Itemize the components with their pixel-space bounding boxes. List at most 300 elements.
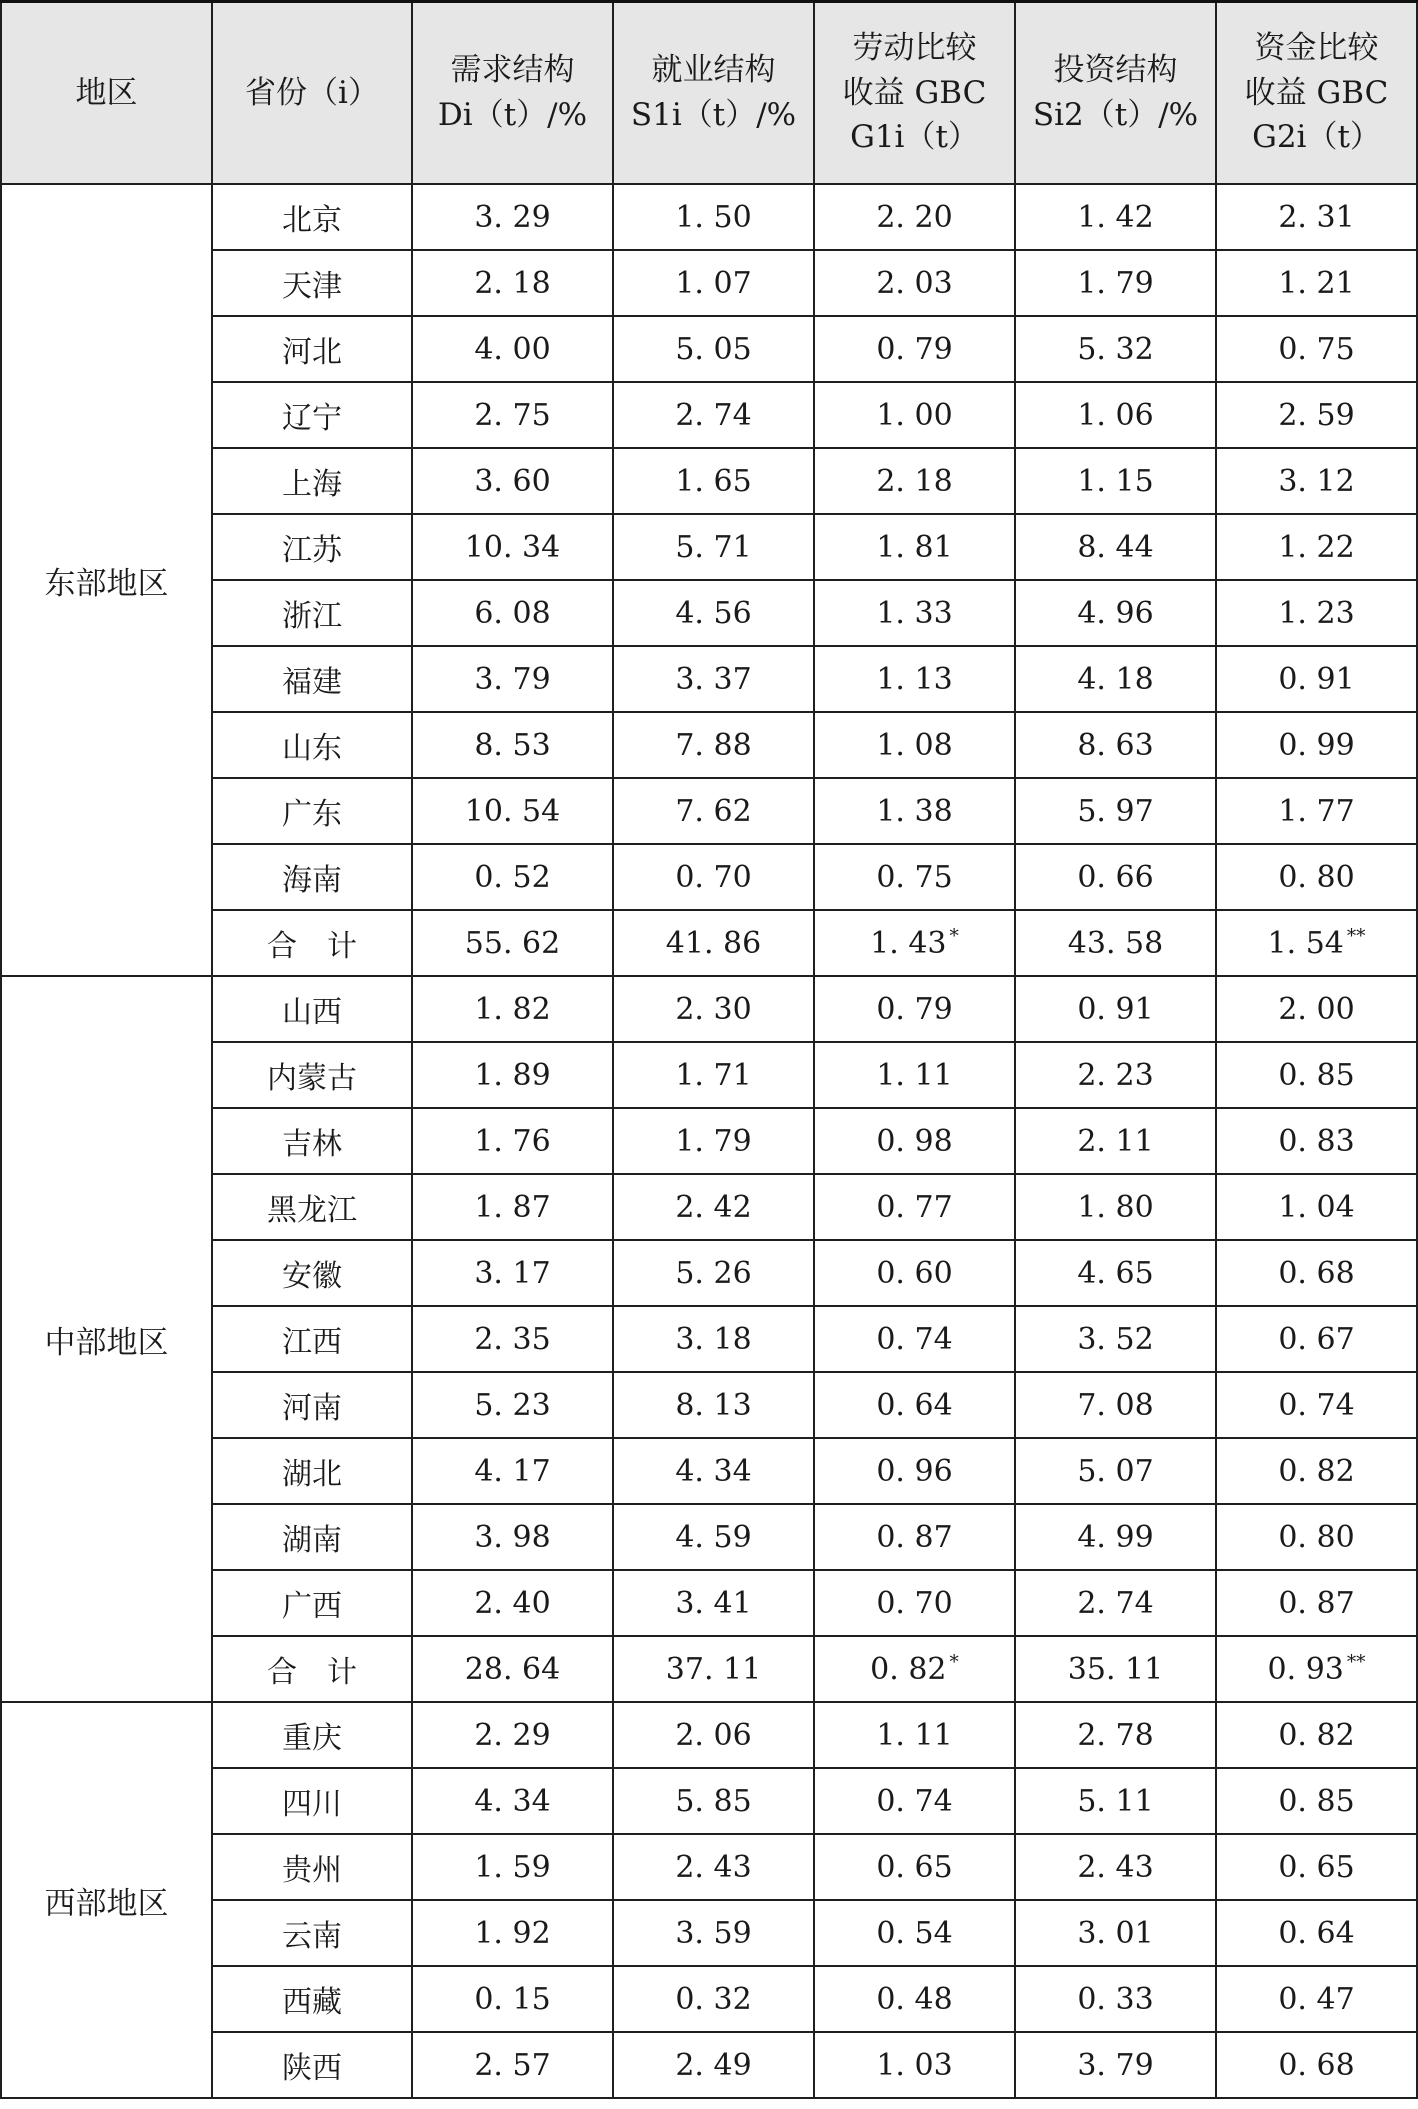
employment-cell [613,778,814,844]
table-row [1,1966,1417,2032]
investment-cell [1015,712,1216,778]
table-row [1,1438,1417,1504]
labor-gbc-cell [814,184,1015,250]
demand-cell [412,1636,613,1702]
table-row [1,1306,1417,1372]
header-employment-line2: S1i（t）/% [630,97,797,133]
province-cell-value: 黑龙江 [267,1193,357,1228]
employment-cell-value: 7. 88 [675,727,752,763]
demand-cell [412,1372,613,1438]
labor-gbc-cell-value: 0. 70 [876,1585,953,1621]
province-cell-value: 陕西 [282,2051,342,2086]
region-cell: 西部地区 [1,1702,212,2098]
capital-gbc-cell-value: 0. 64 [1278,1915,1355,1951]
capital-gbc-cell [1216,316,1417,382]
province-cell [212,580,412,646]
province-cell-value: 内蒙古 [267,1061,357,1096]
demand-cell [412,580,613,646]
province-cell [212,1174,412,1240]
header-province: 省份（i） [212,2,412,185]
investment-cell [1015,1570,1216,1636]
investment-cell-value: 4. 65 [1077,1255,1154,1291]
employment-cell-value: 1. 71 [675,1057,752,1093]
header-investment [1015,2,1216,185]
investment-cell-value: 1. 06 [1077,397,1154,433]
employment-cell-value: 4. 56 [675,595,752,631]
investment-cell-value: 0. 33 [1077,1981,1154,2017]
demand-cell-value: 4. 00 [474,331,551,367]
capital-gbc-cell [1216,448,1417,514]
investment-cell-value: 4. 18 [1077,661,1154,697]
employment-cell-value: 2. 30 [675,991,752,1027]
table-row [1,382,1417,448]
demand-cell-value: 3. 60 [474,463,551,499]
demand-cell [412,382,613,448]
capital-gbc-cell [1216,1108,1417,1174]
investment-cell [1015,1042,1216,1108]
capital-gbc-cell-value: 0. 82 [1278,1453,1355,1489]
employment-cell-value: 2. 74 [675,397,752,433]
employment-cell-value: 5. 05 [675,331,752,367]
labor-gbc-cell [814,250,1015,316]
demand-cell [412,1042,613,1108]
table-row [1,1042,1417,1108]
province-cell-value: 江西 [282,1325,342,1360]
capital-gbc-cell-value: 0. 87 [1278,1585,1355,1621]
capital-gbc-cell [1216,844,1417,910]
investment-cell [1015,646,1216,712]
province-cell [212,1042,412,1108]
labor-gbc-cell-value: 1. 08 [876,727,953,763]
province-cell-value: 湖南 [282,1523,342,1558]
province-cell-value: 辽宁 [282,401,342,436]
labor-gbc-cell-value: 0. 54 [876,1915,953,1951]
labor-gbc-cell-value: 1. 11 [876,1057,953,1093]
employment-cell-value: 3. 18 [675,1321,752,1357]
province-cell [212,1306,412,1372]
province-cell-value: 浙江 [282,599,342,634]
capital-gbc-cell-value: 0. 93 [1267,1651,1344,1687]
province-cell [212,712,412,778]
employment-cell-value: 4. 34 [675,1453,752,1489]
demand-cell [412,1834,613,1900]
labor-gbc-cell-value: 1. 81 [876,529,953,565]
investment-cell [1015,778,1216,844]
capital-gbc-cell [1216,646,1417,712]
capital-gbc-cell [1216,1504,1417,1570]
employment-cell [613,1636,814,1702]
capital-gbc-cell [1216,1570,1417,1636]
province-cell-value: 贵州 [282,1853,342,1888]
labor-gbc-cell [814,712,1015,778]
employment-cell [613,1768,814,1834]
demand-cell [412,646,613,712]
capital-gbc-cell-value: 0. 91 [1278,661,1355,697]
employment-cell-value: 41. 86 [665,925,762,961]
province-cell-value: 四川 [282,1787,342,1822]
labor-gbc-cell-value: 1. 11 [876,1717,953,1753]
investment-cell-value: 8. 44 [1077,529,1154,565]
capital-gbc-cell-value: 0. 80 [1278,859,1355,895]
capital-gbc-cell [1216,514,1417,580]
table-row [1,712,1417,778]
investment-cell-value: 3. 01 [1077,1915,1154,1951]
labor-gbc-cell [814,1438,1015,1504]
significance-mark: ** [1346,1651,1366,1673]
employment-cell [613,1504,814,1570]
demand-cell-value: 28. 64 [464,1651,561,1687]
header-labor-gbc-line3: G1i（t） [850,119,979,156]
province-cell-value: 吉林 [282,1127,342,1162]
employment-cell-value: 8. 13 [675,1387,752,1423]
demand-cell-value: 1. 82 [474,991,551,1027]
employment-cell [613,1372,814,1438]
employment-cell [613,1306,814,1372]
table-header [1,2,1417,185]
header-demand-line1: 需求结构 [450,52,575,89]
demand-cell-value: 4. 17 [474,1453,551,1489]
labor-gbc-cell-value: 0. 48 [876,1981,953,2017]
table-body [1,184,1417,2098]
investment-cell-value: 5. 32 [1077,331,1154,367]
demand-cell-value: 2. 29 [474,1717,551,1753]
capital-gbc-cell [1216,1042,1417,1108]
capital-gbc-cell [1216,184,1417,250]
employment-cell [613,250,814,316]
investment-cell [1015,1636,1216,1702]
investment-cell-value: 35. 11 [1067,1651,1164,1687]
capital-gbc-cell [1216,1834,1417,1900]
province-cell [212,250,412,316]
employment-cell-value: 5. 71 [675,529,752,565]
labor-gbc-cell-value: 1. 03 [876,2047,953,2083]
header-demand-line2: Di（t）/% [437,97,588,133]
demand-cell-value: 1. 89 [474,1057,551,1093]
demand-cell [412,250,613,316]
province-cell [212,514,412,580]
labor-gbc-cell [814,1372,1015,1438]
labor-gbc-cell [814,1636,1015,1702]
investment-cell [1015,1174,1216,1240]
capital-gbc-cell [1216,2032,1417,2098]
employment-cell-value: 3. 41 [675,1585,752,1621]
investment-cell-value: 0. 91 [1077,991,1154,1027]
employment-cell-value: 0. 70 [675,859,752,895]
header-capital-gbc-line3: G2i（t） [1252,119,1381,156]
province-cell [212,1240,412,1306]
capital-gbc-cell-value: 0. 47 [1278,1981,1355,2017]
employment-cell [613,976,814,1042]
demand-cell [412,514,613,580]
demand-cell-value: 2. 57 [474,2047,551,2083]
table-row [1,1108,1417,1174]
employment-cell-value: 5. 26 [675,1255,752,1291]
investment-cell [1015,382,1216,448]
province-cell-value: 重庆 [282,1721,342,1756]
investment-cell [1015,250,1216,316]
province-cell-value: 福建 [282,665,342,700]
province-cell [212,382,412,448]
province-cell-value: 广西 [282,1589,342,1624]
demand-cell-value: 4. 34 [474,1783,551,1819]
employment-cell [613,844,814,910]
investment-cell [1015,1504,1216,1570]
labor-gbc-cell-value: 1. 43 [870,925,947,961]
header-labor-gbc [814,2,1015,185]
investment-cell [1015,1240,1216,1306]
header-employment [613,2,814,185]
header-capital-gbc-line1: 资金比较 [1254,29,1379,66]
investment-cell-value: 1. 42 [1077,199,1154,235]
employment-cell [613,514,814,580]
demand-cell [412,1174,613,1240]
capital-gbc-cell-value: 3. 12 [1278,463,1355,499]
labor-gbc-cell [814,1768,1015,1834]
labor-gbc-cell [814,1702,1015,1768]
labor-gbc-cell-value: 2. 20 [876,199,953,235]
investment-cell [1015,1438,1216,1504]
labor-gbc-cell [814,646,1015,712]
demand-cell-value: 55. 62 [464,925,561,961]
demand-cell-value: 3. 79 [474,661,551,697]
employment-cell-value: 1. 50 [675,199,752,235]
demand-cell [412,184,613,250]
capital-gbc-cell-value: 0. 75 [1278,331,1355,367]
capital-gbc-cell-value: 0. 68 [1278,1255,1355,1291]
employment-cell [613,2032,814,2098]
employment-cell-value: 1. 07 [675,265,752,301]
demand-cell [412,910,613,976]
province-cell [212,448,412,514]
labor-gbc-cell [814,844,1015,910]
demand-cell [412,844,613,910]
labor-gbc-cell-value: 0. 79 [876,991,953,1027]
employment-cell-value: 2. 43 [675,1849,752,1885]
employment-cell [613,1966,814,2032]
investment-cell-value: 0. 66 [1077,859,1154,895]
province-cell-value: 安徽 [282,1259,342,1294]
table-row [1,1834,1417,1900]
investment-cell [1015,1108,1216,1174]
capital-gbc-cell [1216,1636,1417,1702]
investment-cell [1015,448,1216,514]
province-cell-value: 上海 [282,467,342,502]
investment-cell [1015,514,1216,580]
demand-cell [412,316,613,382]
demand-cell-value: 1. 76 [474,1123,551,1159]
province-cell-value: 北京 [282,203,342,238]
investment-cell [1015,1702,1216,1768]
labor-gbc-cell [814,778,1015,844]
table-row [1,1768,1417,1834]
province-cell [212,1834,412,1900]
table-row [1,976,1417,1042]
labor-gbc-cell [814,1570,1015,1636]
investment-cell-value: 2. 78 [1077,1717,1154,1753]
labor-gbc-cell [814,1966,1015,2032]
demand-cell-value: 1. 92 [474,1915,551,1951]
province-cell-value: 云南 [282,1919,342,1954]
capital-gbc-cell [1216,712,1417,778]
region-cell: 东部地区 [1,184,212,976]
table-row [1,514,1417,580]
region-cell: 中部地区 [1,976,212,1702]
capital-gbc-cell [1216,1438,1417,1504]
labor-gbc-cell-value: 1. 33 [876,595,953,631]
labor-gbc-cell-value: 0. 98 [876,1123,953,1159]
province-cell [212,1768,412,1834]
capital-gbc-cell-value: 0. 67 [1278,1321,1355,1357]
capital-gbc-cell-value: 1. 77 [1278,793,1355,829]
province-cell [212,1372,412,1438]
labor-gbc-cell [814,1306,1015,1372]
demand-cell [412,1570,613,1636]
header-labor-gbc-line2: 收益 GBC [842,74,987,111]
demand-cell-value: 2. 35 [474,1321,551,1357]
investment-cell [1015,1966,1216,2032]
investment-cell [1015,1372,1216,1438]
employment-cell [613,184,814,250]
investment-cell-value: 4. 96 [1077,595,1154,631]
capital-gbc-cell [1216,1768,1417,1834]
labor-gbc-cell-value: 0. 60 [876,1255,953,1291]
province-cell-value: 西藏 [282,1985,342,2020]
demand-cell-value: 2. 18 [474,265,551,301]
table-row [1,778,1417,844]
demand-cell [412,1240,613,1306]
capital-gbc-cell-value: 2. 00 [1278,991,1355,1027]
table-row [1,1900,1417,1966]
capital-gbc-cell [1216,976,1417,1042]
province-cell [212,1636,412,1702]
demand-cell-value: 10. 54 [464,793,561,829]
capital-gbc-cell-value: 0. 82 [1278,1717,1355,1753]
province-cell [212,2032,412,2098]
table-row [1,910,1417,976]
significance-mark: * [949,1651,959,1673]
employment-cell [613,1702,814,1768]
capital-gbc-cell [1216,1702,1417,1768]
employment-cell [613,1174,814,1240]
employment-cell [613,1834,814,1900]
labor-gbc-cell-value: 0. 87 [876,1519,953,1555]
capital-gbc-cell-value: 0. 99 [1278,727,1355,763]
labor-gbc-cell-value: 2. 18 [876,463,953,499]
employment-cell-value: 2. 49 [675,2047,752,2083]
table-row [1,184,1417,250]
capital-gbc-cell [1216,1900,1417,1966]
table-row [1,646,1417,712]
labor-gbc-cell [814,910,1015,976]
employment-cell-value: 0. 32 [675,1981,752,2017]
significance-mark: ** [1346,925,1366,947]
investment-cell-value: 3. 79 [1077,2047,1154,2083]
investment-cell-value: 2. 43 [1077,1849,1154,1885]
investment-cell-value: 43. 58 [1067,925,1164,961]
employment-cell [613,382,814,448]
capital-gbc-cell-value: 1. 21 [1278,265,1355,301]
labor-gbc-cell [814,1042,1015,1108]
labor-gbc-cell [814,1108,1015,1174]
province-cell-value: 山西 [282,995,342,1030]
investment-cell-value: 1. 15 [1077,463,1154,499]
capital-gbc-cell [1216,1240,1417,1306]
investment-cell-value: 5. 07 [1077,1453,1154,1489]
employment-cell [613,910,814,976]
demand-cell [412,2032,613,2098]
province-cell [212,844,412,910]
capital-gbc-cell [1216,910,1417,976]
labor-gbc-cell [814,1900,1015,1966]
demand-cell-value: 6. 08 [474,595,551,631]
employment-cell [613,1240,814,1306]
employment-cell [613,1900,814,1966]
demand-cell [412,1438,613,1504]
header-region: 地区 [1,2,212,185]
investment-cell-value: 5. 11 [1077,1783,1154,1819]
demand-cell [412,1966,613,2032]
investment-cell [1015,2032,1216,2098]
investment-cell [1015,580,1216,646]
demand-cell-value: 8. 53 [474,727,551,763]
investment-cell [1015,910,1216,976]
demand-cell [412,976,613,1042]
investment-cell [1015,1834,1216,1900]
table-row [1,844,1417,910]
investment-cell [1015,976,1216,1042]
capital-gbc-cell-value: 0. 65 [1278,1849,1355,1885]
capital-gbc-cell-value: 0. 80 [1278,1519,1355,1555]
table-row [1,250,1417,316]
demand-cell [412,1306,613,1372]
capital-gbc-cell-value: 0. 85 [1278,1057,1355,1093]
labor-gbc-cell [814,976,1015,1042]
investment-cell [1015,184,1216,250]
header-employment-line1: 就业结构 [651,52,776,89]
province-cell [212,1504,412,1570]
investment-cell [1015,316,1216,382]
table-row [1,1504,1417,1570]
capital-gbc-cell-value: 0. 68 [1278,2047,1355,2083]
province-cell [212,316,412,382]
table-row [1,1702,1417,1768]
employment-cell-value: 4. 59 [675,1519,752,1555]
header-capital-gbc-line2: 收益 GBC [1244,74,1389,111]
investment-cell-value: 4. 99 [1077,1519,1154,1555]
province-cell-value: 河北 [282,335,342,370]
investment-cell [1015,1306,1216,1372]
investment-cell [1015,844,1216,910]
investment-cell [1015,1768,1216,1834]
labor-gbc-cell [814,316,1015,382]
demand-cell-value: 2. 40 [474,1585,551,1621]
employment-cell [613,1438,814,1504]
labor-gbc-cell [814,448,1015,514]
labor-gbc-cell-value: 2. 03 [876,265,953,301]
demand-cell-value: 5. 23 [474,1387,551,1423]
employment-cell-value: 7. 62 [675,793,752,829]
labor-gbc-cell [814,580,1015,646]
province-cell [212,646,412,712]
province-cell [212,976,412,1042]
employment-cell [613,712,814,778]
investment-cell-value: 7. 08 [1077,1387,1154,1423]
header-investment-line1: 投资结构 [1053,52,1178,89]
table-row [1,1570,1417,1636]
labor-gbc-cell-value: 1. 13 [876,661,953,697]
province-cell [212,1438,412,1504]
capital-gbc-cell-value: 2. 59 [1278,397,1355,433]
